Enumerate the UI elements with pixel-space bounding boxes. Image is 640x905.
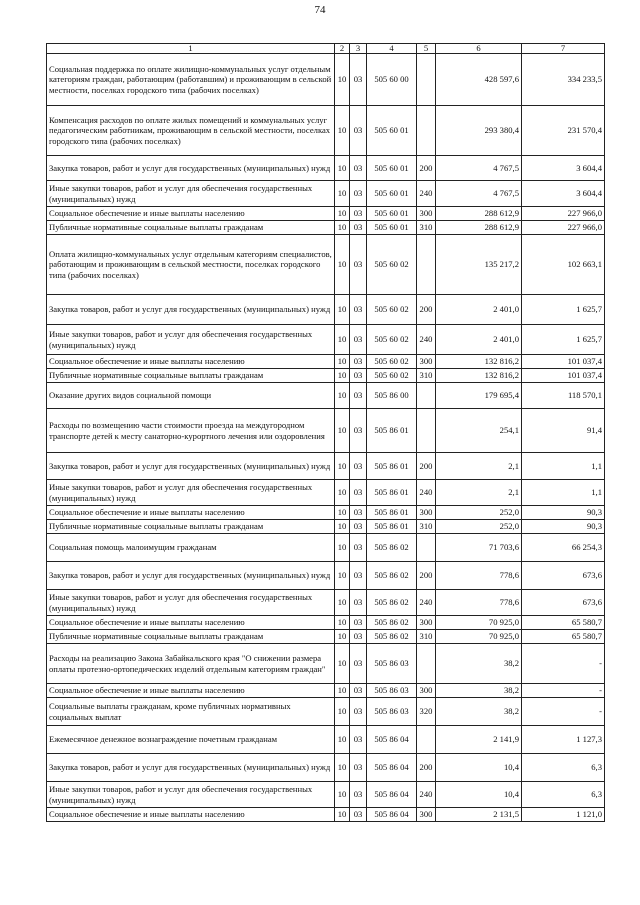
amount-col6-cell: 70 925,0 bbox=[436, 616, 522, 630]
expense-name-cell: Компенсация расходов по оплате жилых помещений и коммунальных услуг педагогическим работникам, проживающим в сельской местности, поселках городского типа (рабочих поселках) bbox=[47, 106, 335, 156]
expense-name-cell: Закупка товаров, работ и услуг для государственных (муниципальных) нужд bbox=[47, 562, 335, 590]
target-article-cell: 505 60 02 bbox=[367, 369, 417, 383]
expense-type-cell: 300 bbox=[417, 207, 436, 221]
amount-col7-cell: 334 233,5 bbox=[522, 54, 605, 106]
expense-type-cell: 240 bbox=[417, 782, 436, 808]
target-article-cell: 505 86 03 bbox=[367, 698, 417, 726]
expense-name-cell: Закупка товаров, работ и услуг для государственных (муниципальных) нужд bbox=[47, 295, 335, 325]
expense-name-cell: Ежемесячное денежное вознаграждение почетным гражданам bbox=[47, 726, 335, 754]
expense-name-cell: Публичные нормативные социальные выплаты гражданам bbox=[47, 221, 335, 235]
section-code-cell: 10 bbox=[335, 54, 350, 106]
subsection-code-cell: 03 bbox=[350, 644, 367, 684]
expense-type-cell bbox=[417, 726, 436, 754]
table-row bbox=[47, 295, 605, 325]
table-row bbox=[47, 698, 605, 726]
table-row bbox=[47, 383, 605, 409]
section-code-cell: 10 bbox=[335, 325, 350, 355]
target-article-cell: 505 86 02 bbox=[367, 590, 417, 616]
target-article-cell: 505 86 04 bbox=[367, 808, 417, 822]
amount-col7-cell: 91,4 bbox=[522, 409, 605, 453]
amount-col7-cell: 3 604,4 bbox=[522, 181, 605, 207]
section-code-cell: 10 bbox=[335, 644, 350, 684]
expense-name-cell: Социальное обеспечение и иные выплаты населению bbox=[47, 207, 335, 221]
expense-type-cell: 300 bbox=[417, 684, 436, 698]
section-code-cell: 10 bbox=[335, 355, 350, 369]
amount-col6-cell: 778,6 bbox=[436, 590, 522, 616]
expense-type-cell: 200 bbox=[417, 156, 436, 181]
expense-type-cell: 320 bbox=[417, 698, 436, 726]
amount-col6-cell: 2,1 bbox=[436, 453, 522, 480]
subsection-code-cell: 03 bbox=[350, 616, 367, 630]
amount-col6-cell: 252,0 bbox=[436, 520, 522, 534]
target-article-cell: 505 60 01 bbox=[367, 106, 417, 156]
amount-col6-cell: 4 767,5 bbox=[436, 156, 522, 181]
table-row bbox=[47, 221, 605, 235]
target-article-cell: 505 60 02 bbox=[367, 355, 417, 369]
subsection-code-cell: 03 bbox=[350, 325, 367, 355]
expense-type-cell: 200 bbox=[417, 295, 436, 325]
subsection-code-cell: 03 bbox=[350, 383, 367, 409]
subsection-code-cell: 03 bbox=[350, 534, 367, 562]
expense-name-cell: Публичные нормативные социальные выплаты гражданам bbox=[47, 630, 335, 644]
amount-col7-cell: 65 580,7 bbox=[522, 616, 605, 630]
amount-col6-cell: 778,6 bbox=[436, 562, 522, 590]
expense-name-cell: Социальное обеспечение и иные выплаты населению bbox=[47, 506, 335, 520]
amount-col7-cell: 101 037,4 bbox=[522, 369, 605, 383]
table-row bbox=[47, 506, 605, 520]
column-header: 1 bbox=[47, 44, 335, 54]
section-code-cell: 10 bbox=[335, 616, 350, 630]
subsection-code-cell: 03 bbox=[350, 480, 367, 506]
expense-name-cell: Оказание других видов социальной помощи bbox=[47, 383, 335, 409]
table-row bbox=[47, 684, 605, 698]
expense-type-cell: 310 bbox=[417, 369, 436, 383]
subsection-code-cell: 03 bbox=[350, 235, 367, 295]
table-row bbox=[47, 754, 605, 782]
section-code-cell: 10 bbox=[335, 754, 350, 782]
section-code-cell: 10 bbox=[335, 630, 350, 644]
target-article-cell: 505 86 01 bbox=[367, 480, 417, 506]
amount-col7-cell: 101 037,4 bbox=[522, 355, 605, 369]
amount-col7-cell: 1 127,3 bbox=[522, 726, 605, 754]
table-row bbox=[47, 644, 605, 684]
expense-type-cell: 300 bbox=[417, 506, 436, 520]
amount-col6-cell: 288 612,9 bbox=[436, 221, 522, 235]
expense-name-cell: Социальные выплаты гражданам, кроме публичных нормативных социальных выплат bbox=[47, 698, 335, 726]
section-code-cell: 10 bbox=[335, 221, 350, 235]
subsection-code-cell: 03 bbox=[350, 590, 367, 616]
amount-col7-cell: 3 604,4 bbox=[522, 156, 605, 181]
subsection-code-cell: 03 bbox=[350, 726, 367, 754]
target-article-cell: 505 86 02 bbox=[367, 534, 417, 562]
table-row bbox=[47, 808, 605, 822]
table-row bbox=[47, 782, 605, 808]
expense-type-cell bbox=[417, 383, 436, 409]
column-header: 4 bbox=[367, 44, 417, 54]
target-article-cell: 505 86 01 bbox=[367, 409, 417, 453]
amount-col6-cell: 2 401,0 bbox=[436, 325, 522, 355]
target-article-cell: 505 60 01 bbox=[367, 207, 417, 221]
table-row bbox=[47, 325, 605, 355]
table-row bbox=[47, 453, 605, 480]
amount-col7-cell: - bbox=[522, 684, 605, 698]
expense-name-cell: Иные закупки товаров, работ и услуг для обеспечения государственных (муниципальных) нужд bbox=[47, 325, 335, 355]
target-article-cell: 505 86 00 bbox=[367, 383, 417, 409]
amount-col6-cell: 71 703,6 bbox=[436, 534, 522, 562]
subsection-code-cell: 03 bbox=[350, 453, 367, 480]
subsection-code-cell: 03 bbox=[350, 506, 367, 520]
subsection-code-cell: 03 bbox=[350, 369, 367, 383]
table-row bbox=[47, 480, 605, 506]
amount-col7-cell: 673,6 bbox=[522, 562, 605, 590]
amount-col7-cell: 65 580,7 bbox=[522, 630, 605, 644]
amount-col7-cell: 90,3 bbox=[522, 520, 605, 534]
subsection-code-cell: 03 bbox=[350, 754, 367, 782]
expense-type-cell bbox=[417, 54, 436, 106]
section-code-cell: 10 bbox=[335, 726, 350, 754]
subsection-code-cell: 03 bbox=[350, 630, 367, 644]
expense-name-cell: Социальная поддержка по оплате жилищно-коммунальных услуг отдельным категориям граждан, работающим (работавшим) и проживающим в сельской местности, поселках городского типа (рабочих поселках) bbox=[47, 54, 335, 106]
section-code-cell: 10 bbox=[335, 590, 350, 616]
expense-name-cell: Расходы по возмещению части стоимости проезда на междугородном транспорте детей к месту санаторно-курортного лечения или оздоровления bbox=[47, 409, 335, 453]
amount-col6-cell: 179 695,4 bbox=[436, 383, 522, 409]
expense-name-cell: Социальное обеспечение и иные выплаты населению bbox=[47, 355, 335, 369]
amount-col7-cell: 1 625,7 bbox=[522, 325, 605, 355]
column-header: 2 bbox=[335, 44, 350, 54]
amount-col6-cell: 38,2 bbox=[436, 644, 522, 684]
table-row bbox=[47, 156, 605, 181]
target-article-cell: 505 86 04 bbox=[367, 754, 417, 782]
amount-col6-cell: 38,2 bbox=[436, 698, 522, 726]
expense-type-cell: 310 bbox=[417, 630, 436, 644]
section-code-cell: 10 bbox=[335, 181, 350, 207]
expense-type-cell bbox=[417, 409, 436, 453]
subsection-code-cell: 03 bbox=[350, 562, 367, 590]
amount-col6-cell: 132 816,2 bbox=[436, 369, 522, 383]
section-code-cell: 10 bbox=[335, 453, 350, 480]
amount-col7-cell: 673,6 bbox=[522, 590, 605, 616]
amount-col7-cell: - bbox=[522, 644, 605, 684]
target-article-cell: 505 60 02 bbox=[367, 235, 417, 295]
table-row bbox=[47, 616, 605, 630]
expense-name-cell: Закупка товаров, работ и услуг для государственных (муниципальных) нужд bbox=[47, 156, 335, 181]
amount-col6-cell: 293 380,4 bbox=[436, 106, 522, 156]
expense-name-cell: Социальное обеспечение и иные выплаты населению bbox=[47, 616, 335, 630]
amount-col6-cell: 132 816,2 bbox=[436, 355, 522, 369]
amount-col7-cell: 102 663,1 bbox=[522, 235, 605, 295]
amount-col6-cell: 2 401,0 bbox=[436, 295, 522, 325]
table-row bbox=[47, 534, 605, 562]
expense-name-cell: Иные закупки товаров, работ и услуг для обеспечения государственных (муниципальных) нужд bbox=[47, 590, 335, 616]
target-article-cell: 505 86 04 bbox=[367, 782, 417, 808]
amount-col6-cell: 38,2 bbox=[436, 684, 522, 698]
section-code-cell: 10 bbox=[335, 782, 350, 808]
target-article-cell: 505 60 01 bbox=[367, 156, 417, 181]
section-code-cell: 10 bbox=[335, 409, 350, 453]
table-row bbox=[47, 106, 605, 156]
expense-type-cell: 200 bbox=[417, 754, 436, 782]
expense-type-cell bbox=[417, 235, 436, 295]
expense-type-cell bbox=[417, 534, 436, 562]
expense-name-cell: Публичные нормативные социальные выплаты гражданам bbox=[47, 369, 335, 383]
target-article-cell: 505 86 01 bbox=[367, 520, 417, 534]
section-code-cell: 10 bbox=[335, 520, 350, 534]
amount-col7-cell: 1 625,7 bbox=[522, 295, 605, 325]
column-header: 3 bbox=[350, 44, 367, 54]
target-article-cell: 505 86 03 bbox=[367, 684, 417, 698]
subsection-code-cell: 03 bbox=[350, 782, 367, 808]
target-article-cell: 505 86 02 bbox=[367, 562, 417, 590]
target-article-cell: 505 60 02 bbox=[367, 325, 417, 355]
expense-name-cell: Социальное обеспечение и иные выплаты населению bbox=[47, 684, 335, 698]
table-row bbox=[47, 181, 605, 207]
table-row bbox=[47, 54, 605, 106]
target-article-cell: 505 86 04 bbox=[367, 726, 417, 754]
amount-col6-cell: 10,4 bbox=[436, 754, 522, 782]
table-row bbox=[47, 235, 605, 295]
target-article-cell: 505 86 01 bbox=[367, 506, 417, 520]
table-row bbox=[47, 207, 605, 221]
expense-type-cell: 240 bbox=[417, 181, 436, 207]
section-code-cell: 10 bbox=[335, 562, 350, 590]
section-code-cell: 10 bbox=[335, 369, 350, 383]
subsection-code-cell: 03 bbox=[350, 221, 367, 235]
amount-col7-cell: 1 121,0 bbox=[522, 808, 605, 822]
amount-col6-cell: 428 597,6 bbox=[436, 54, 522, 106]
subsection-code-cell: 03 bbox=[350, 181, 367, 207]
subsection-code-cell: 03 bbox=[350, 106, 367, 156]
amount-col6-cell: 254,1 bbox=[436, 409, 522, 453]
table-row bbox=[47, 369, 605, 383]
expense-name-cell: Закупка товаров, работ и услуг для государственных (муниципальных) нужд bbox=[47, 754, 335, 782]
expense-type-cell: 200 bbox=[417, 453, 436, 480]
amount-col7-cell: 6,3 bbox=[522, 754, 605, 782]
page-number: 74 bbox=[314, 4, 326, 16]
section-code-cell: 10 bbox=[335, 506, 350, 520]
amount-col7-cell: 90,3 bbox=[522, 506, 605, 520]
expense-name-cell: Оплата жилищно-коммунальных услуг отдельным категориям специалистов, работающим и проживающим в сельской местности, поселках городского типа (рабочих поселках) bbox=[47, 235, 335, 295]
expense-name-cell: Закупка товаров, работ и услуг для государственных (муниципальных) нужд bbox=[47, 453, 335, 480]
table-row bbox=[47, 355, 605, 369]
amount-col7-cell: 1,1 bbox=[522, 480, 605, 506]
column-header: 5 bbox=[417, 44, 436, 54]
section-code-cell: 10 bbox=[335, 207, 350, 221]
expense-name-cell: Социальное обеспечение и иные выплаты населению bbox=[47, 808, 335, 822]
amount-col6-cell: 2 131,5 bbox=[436, 808, 522, 822]
expense-name-cell: Публичные нормативные социальные выплаты гражданам bbox=[47, 520, 335, 534]
amount-col6-cell: 4 767,5 bbox=[436, 181, 522, 207]
amount-col7-cell: 118 570,1 bbox=[522, 383, 605, 409]
expense-type-cell: 300 bbox=[417, 808, 436, 822]
subsection-code-cell: 03 bbox=[350, 698, 367, 726]
table-row bbox=[47, 562, 605, 590]
expense-type-cell: 310 bbox=[417, 221, 436, 235]
amount-col7-cell: 66 254,3 bbox=[522, 534, 605, 562]
column-header: 7 bbox=[522, 44, 605, 54]
table-row bbox=[47, 630, 605, 644]
subsection-code-cell: 03 bbox=[350, 808, 367, 822]
expense-name-cell: Иные закупки товаров, работ и услуг для обеспечения государственных (муниципальных) нужд bbox=[47, 480, 335, 506]
expense-type-cell: 310 bbox=[417, 520, 436, 534]
target-article-cell: 505 60 01 bbox=[367, 181, 417, 207]
subsection-code-cell: 03 bbox=[350, 355, 367, 369]
section-code-cell: 10 bbox=[335, 106, 350, 156]
amount-col6-cell: 252,0 bbox=[436, 506, 522, 520]
target-article-cell: 505 60 02 bbox=[367, 295, 417, 325]
amount-col7-cell: - bbox=[522, 698, 605, 726]
expense-name-cell: Социальная помощь малоимущим гражданам bbox=[47, 534, 335, 562]
column-header: 6 bbox=[436, 44, 522, 54]
subsection-code-cell: 03 bbox=[350, 207, 367, 221]
target-article-cell: 505 86 01 bbox=[367, 453, 417, 480]
subsection-code-cell: 03 bbox=[350, 54, 367, 106]
expense-name-cell: Расходы на реализацию Закона Забайкальского края "О снижении размера оплаты протезно-ортопедических изделий отдельным категориям граждан" bbox=[47, 644, 335, 684]
expense-type-cell: 240 bbox=[417, 590, 436, 616]
expense-type-cell: 240 bbox=[417, 325, 436, 355]
subsection-code-cell: 03 bbox=[350, 520, 367, 534]
amount-col6-cell: 2 141,9 bbox=[436, 726, 522, 754]
target-article-cell: 505 86 02 bbox=[367, 630, 417, 644]
amount-col7-cell: 227 966,0 bbox=[522, 221, 605, 235]
expense-type-cell bbox=[417, 644, 436, 684]
expense-type-cell: 200 bbox=[417, 562, 436, 590]
section-code-cell: 10 bbox=[335, 808, 350, 822]
subsection-code-cell: 03 bbox=[350, 295, 367, 325]
table-row bbox=[47, 590, 605, 616]
expense-type-cell bbox=[417, 106, 436, 156]
amount-col6-cell: 70 925,0 bbox=[436, 630, 522, 644]
section-code-cell: 10 bbox=[335, 156, 350, 181]
section-code-cell: 10 bbox=[335, 235, 350, 295]
subsection-code-cell: 03 bbox=[350, 684, 367, 698]
subsection-code-cell: 03 bbox=[350, 156, 367, 181]
expense-name-cell: Иные закупки товаров, работ и услуг для обеспечения государственных (муниципальных) нужд bbox=[47, 181, 335, 207]
section-code-cell: 10 bbox=[335, 480, 350, 506]
section-code-cell: 10 bbox=[335, 684, 350, 698]
expense-type-cell: 300 bbox=[417, 616, 436, 630]
amount-col6-cell: 10,4 bbox=[436, 782, 522, 808]
amount-col6-cell: 135 217,2 bbox=[436, 235, 522, 295]
budget-table bbox=[46, 43, 605, 822]
target-article-cell: 505 60 01 bbox=[367, 221, 417, 235]
section-code-cell: 10 bbox=[335, 698, 350, 726]
table-row bbox=[47, 520, 605, 534]
amount-col7-cell: 231 570,4 bbox=[522, 106, 605, 156]
amount-col7-cell: 227 966,0 bbox=[522, 207, 605, 221]
expense-type-cell: 240 bbox=[417, 480, 436, 506]
header-row bbox=[47, 44, 605, 54]
table-row bbox=[47, 726, 605, 754]
amount-col6-cell: 2,1 bbox=[436, 480, 522, 506]
subsection-code-cell: 03 bbox=[350, 409, 367, 453]
table-row bbox=[47, 409, 605, 453]
section-code-cell: 10 bbox=[335, 534, 350, 562]
section-code-cell: 10 bbox=[335, 295, 350, 325]
target-article-cell: 505 86 03 bbox=[367, 644, 417, 684]
expense-name-cell: Иные закупки товаров, работ и услуг для обеспечения государственных (муниципальных) нужд bbox=[47, 782, 335, 808]
amount-col6-cell: 288 612,9 bbox=[436, 207, 522, 221]
target-article-cell: 505 86 02 bbox=[367, 616, 417, 630]
amount-col7-cell: 1,1 bbox=[522, 453, 605, 480]
amount-col7-cell: 6,3 bbox=[522, 782, 605, 808]
expense-type-cell: 300 bbox=[417, 355, 436, 369]
section-code-cell: 10 bbox=[335, 383, 350, 409]
target-article-cell: 505 60 00 bbox=[367, 54, 417, 106]
